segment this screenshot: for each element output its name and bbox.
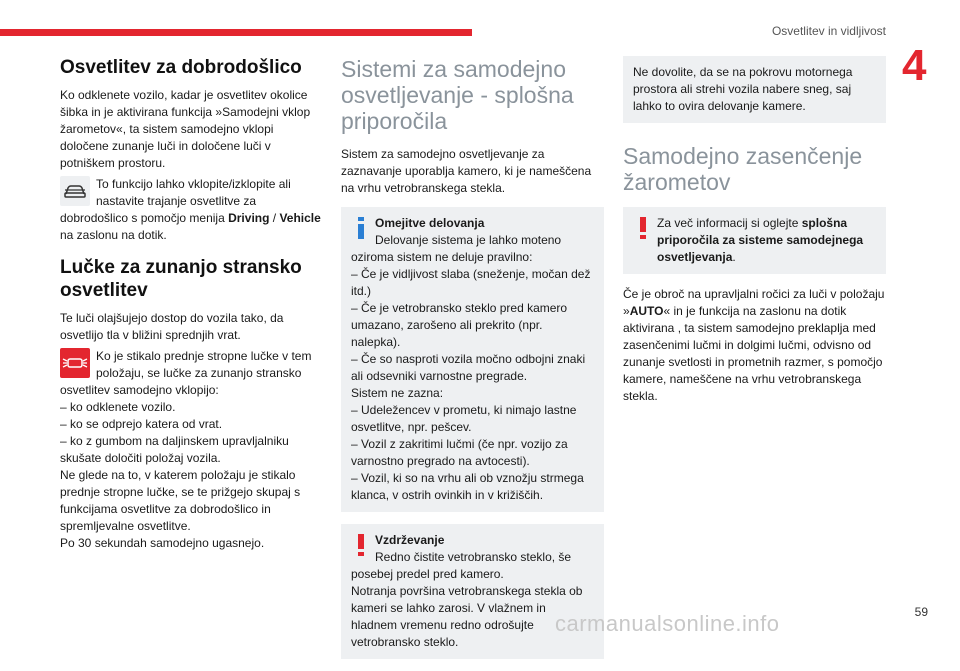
side-lighting-text: Te luči olajšujejo dostop do vozila tako, da osvetlijo tla v bližini sprednjih vrat. [60,311,284,342]
list-item: – ko z gumbom na daljinskem upravljalniku skušate določiti položaj vozila. [60,434,289,465]
welcome-lighting-text: Ko odklenete vozilo, kadar je osvetlitev okolice šibka in je aktivirana funkcija »Samodejni vklop žarometov«, ta sistem samodejno vklopi določene zunanje luči in določene luči v potniškem prostoru. [60,88,311,170]
welcome-lighting-heading: Osvetlitev za dobrodošlico [60,57,302,78]
left-column [60,56,325,556]
note-line: – Vozil z zakritimi lučmi (če npr. vozijo za varnostno pregrado na avtocesti). [351,437,568,468]
auto-dipping-text: Če je obroč na upravljalni ročici za luči v položaju »AUTO« in je funkcija na zaslonu na dotik aktivirana , ta sistem samodejno preklaplja med zasenčenimi lučmi in dolgimi lučmi, odvisno od zunanje svetlosti in prometnih razmer, s pomočjo kamere, nameščene na vrhu vetrobranskega stekla. [623,287,885,403]
courtesy-text: Ko je stikalo prednje stropne lučke v tem položaju, se lučke za zunanjo stransko [96,349,312,380]
maintenance-heading: Vzdrževanje [375,533,445,547]
section-title: Osvetlitev in vidljivost [771,24,886,38]
note-line: – Vozil, ki so na vrhu ali ob vznožju strmega klanca, v ostrih ovinkih in v križiščih. [351,471,584,502]
note-line: oziroma sistem ne deluje pravilno: [351,250,533,264]
right-column [623,56,886,409]
limitations-first-line: Delovanje sistema je lahko moteno [375,233,562,247]
auto-lighting-intro: Sistem za samodejno osvetljevanje za zaznavanje uporablja kamero, ki je nameščena na vrhu vetrobranskega stekla. [341,147,592,195]
courtesy-note-text: Ne glede na to, v katerem položaju je stikalo prednje stropne lučke, se te prižgejo skupaj s funkcijama osvetlitve za dobrodošlico in spremljevalne osvetlitve. [60,468,301,533]
snow-note [623,56,886,123]
limitations-note [341,207,604,512]
courtesy-text-cont: osvetlitev samodejno vklopijo: [60,383,219,397]
settings-icon-row [60,176,325,210]
snow-note-text: Ne dovolite, da se na pokrovu motornega prostora ali strehi vozila nabere sneg, saj lahko to ovira delovanje kamere. [633,65,853,113]
note-line: – Če je vetrobransko steklo pred kamero umazano, zarošeno ali prekrito (npr. nalepka). [351,301,568,349]
info-icon [353,217,369,237]
courtesy-icon-row [60,348,325,382]
maintenance-first-line: Redno čistite vetrobransko steklo, še [375,550,572,564]
page-number: 59 [914,605,928,619]
limitations-heading: Omejitve delovanja [375,216,485,230]
warning-icon [353,534,369,554]
chapter-color-bar [0,29,472,36]
auto-label: AUTO [629,304,664,318]
list-item: – ko odklenete vozilo. [60,400,176,414]
menu-vehicle: Vehicle [279,211,321,225]
chapter-number: 4 [902,41,927,90]
timeout-text: Po 30 sekundah samodejno ugasnejo. [60,536,265,550]
note-line: – Če so nasproti vozila močno odbojni znaki ali odsevniki varnostne pregrade. [351,352,586,383]
note-line: – Udeležencev v prometu, ki nimajo lastne osvetlitve, npr. pešcev. [351,403,577,434]
settings-menu-text: dobrodošlico s pomočjo menija Driving / Vehicle na zaslonu na dotik. [60,211,321,242]
list-item: – ko se odprejo katera od vrat. [60,417,223,431]
watermark: carmanualsonline.info [555,611,780,636]
maintenance-note [341,524,604,659]
car-settings-icon [60,176,90,206]
middle-column [341,56,604,671]
note-line: Sistem ne zazna: [351,386,444,400]
reference-note [623,207,886,274]
warning-icon [635,217,651,237]
settings-text: To funkcijo lahko vklopite/izklopite ali nastavite trajanje osvetlitve za [96,177,291,208]
note-line: Notranja površina vetrobranskega stekla ob kameri se lahko zarosi. V vlažnem in hladnem vremenu redno odrošujte vetrobransko steklo. [351,584,583,649]
side-lighting-heading: Lučke za zunanjo stransko osvetlitev [60,257,302,301]
note-line: posebej predel pred kamero. [351,567,504,581]
auto-dipping-heading: Samodejno zasenčenje žarometov [623,143,863,195]
menu-driving: Driving [228,211,270,225]
reference-note-text: Za več informacij si oglejte splošna priporočila za sisteme samodejnega osvetljevanja. [657,216,864,264]
note-line: – Če je vidljivost slaba (sneženje, močan dež itd.) [351,267,591,298]
courtesy-lamp-icon [60,348,90,378]
auto-lighting-heading: Sistemi za samodejno osvetljevanje - splošna priporočila [341,56,574,134]
